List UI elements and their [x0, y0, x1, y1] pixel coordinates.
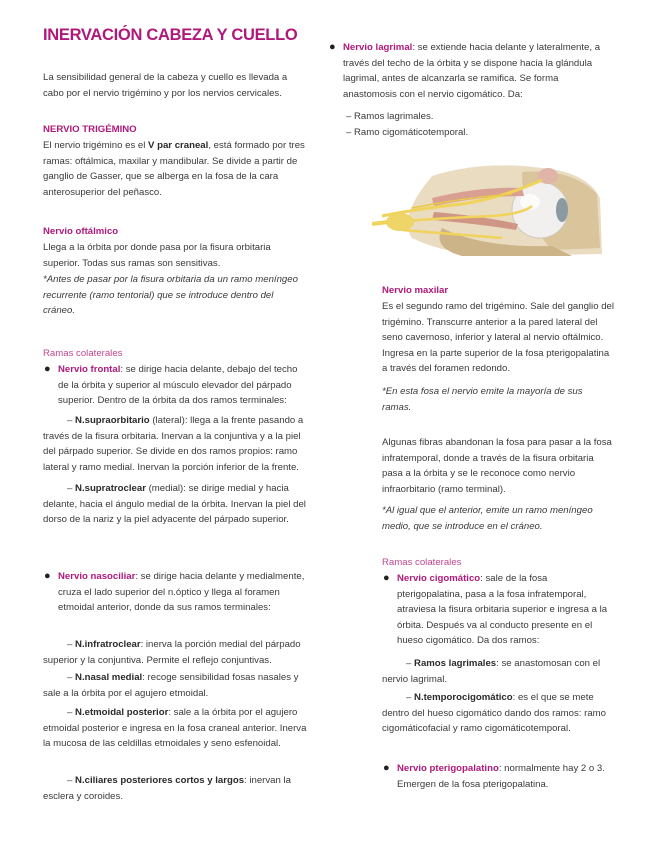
ramos-lagrimales-item: – Ramos lagrimales: se anastomosan con el nervio lagrimal. — [382, 658, 601, 685]
trigemino-heading: NERVIO TRIGÉMINO — [43, 124, 137, 135]
nasal-medial-item: – N.nasal medial: recoge sensibilidad fosas nasales y sale a la órbita por el agujero etmoidal. — [43, 672, 299, 699]
bullet-icon: ● — [329, 41, 336, 53]
nasociliar-bullet: Nervio nasociliar: se dirige hacia delante y medialmente, cruza el lado superior del n.óptico y llega al foramen etmoidal anterior, donde da sus ramos terminales: — [58, 571, 305, 614]
pterigopalatino-bullet: Nervio pterigopalatino: normalmente hay 2 o 3. Emergen de la fosa pterigopalatina. — [397, 763, 605, 790]
bullet-icon: ● — [44, 363, 51, 375]
lagrimal-item-2: – Ramo cigomáticotemporal. — [346, 127, 469, 138]
frontal-bullet: Nervio frontal: se dirige hacia delante, debajo del techo de la órbita y superior al músculo elevador del párpado superior. Dentro de la órbita da dos ramos terminales: — [58, 364, 298, 407]
maxilar-heading: Nervio maxilar — [382, 285, 449, 296]
trigemino-paragraph: El nervio trigémino es el V par craneal, está formado por tres ramas: oftálmica, maxilar y mandibular. Se divide a partir de ganglio de Gasser, que se alberga en la fosa de la cara anterosuperior del peñasco. — [43, 140, 305, 198]
bullet-icon: ● — [383, 572, 390, 584]
intro-paragraph: La sensibilidad general de la cabeza y cuello es llevada a cabo por el nervio trigémino y por los nervios cervicales. — [43, 72, 288, 99]
supratroclear-item: – N.supratroclear (medial): se dirige medial y hacia delante, hacia el ángulo medial de la órbita. Inervan la piel del dorso de la nariz y la piel adyacente del párpado superior. — [43, 483, 306, 526]
bullet-icon: ● — [44, 570, 51, 582]
oftalmico-heading: Nervio oftálmico — [43, 226, 119, 237]
maxilar-ramas-heading: Ramas colaterales — [382, 557, 462, 568]
supraorbitario-item: – N.supraorbitario (lateral): llega a la frente pasando a través de la fisura orbitaria. Inervan a la conjuntiva y a la piel del párpado superior. Se divide en dos ramos propios: ramo lateral y ramo medial. Inervan la porción inferior de la frente. — [43, 415, 304, 473]
cigomatico-bullet: Nervio cigomático: sale de la fosa pterigopalatina, pasa a la fosa infratemporal, atraviesa la fisura orbitaria superior e ingresa a la órbita. Después va al conducto presente en el hueso cigomático. Da dos ramos: — [397, 573, 608, 647]
ciliares-item: – N.ciliares posteriores cortos y largos: inervan la esclera y coroides. — [43, 775, 291, 802]
oftalmico-note: *Antes de pasar por la fisura orbitaria da un ramo meníngeo recurrente (ramo tentorial) que se introduce dentro del cráneo. — [43, 274, 298, 317]
bullet-icon: ● — [383, 762, 390, 774]
ramas-colaterales-heading: Ramas colaterales — [43, 348, 123, 359]
etmoidal-posterior-item: – N.etmoidal posterior: sale a la órbita por el agujero etmoidal posterior e ingresa en la fosa craneal anterior. Inerva la mucosa de las celdillas etmoidales y seno esfenoidal. — [43, 707, 307, 750]
maxilar-paragraph-2: Algunas fibras abandonan la fosa para pasar a la fosa infratemporal, donde a través de la fisura orbitaria pasa a la órbita y se le reconoce como nervio infraorbitario (ramo terminal). — [382, 437, 612, 495]
lagrimal-bullet: Nervio lagrimal: se extiende hacia delante y lateralmente, a través del techo de la órbita y se dispone hacia la glándula lagrimal, antes de alcanzarla se ramifica. Se forma anastomosis con el nervio cigomático. Da: — [343, 42, 601, 100]
lagrimal-item-1: – Ramos lagrimales. — [346, 111, 434, 122]
maxilar-note-2: *Al igual que el anterior, emite un ramo meníngeo medio, que se introduce en el cráneo. — [382, 505, 593, 532]
infratroclear-item: – N.infratroclear: inerva la porción medial del párpado superior y la conjuntiva. Permite el reflejo conjuntivas. — [43, 639, 301, 666]
maxilar-note: *En esta fosa el nervio emite la mayoría de sus ramas. — [382, 386, 583, 413]
oftalmico-paragraph: Llega a la órbita por donde pasa por la fisura orbitaria superior. Todas sus ramas son sensitivas. — [43, 242, 271, 269]
maxilar-paragraph: Es el segundo ramo del trigémino. Sale del ganglio del trigémino. Transcurre anterior a la pared lateral del seno cavernoso, inferior y lateral al nervio oftálmico. Ingresa en la parte superior de la fosa pterigopalatina a través del foramen redondo. — [382, 301, 614, 375]
temporocigomatico-item: – N.temporocigomático: es el que se mete dentro del hueso cigomático dando dos ramos: ramo cigomáticofacial y ramo cigomáticotemporal. — [382, 692, 606, 735]
orbit-anatomy-illustration — [372, 158, 604, 258]
page-title: INERVACIÓN CABEZA Y CUELLO — [43, 26, 298, 44]
